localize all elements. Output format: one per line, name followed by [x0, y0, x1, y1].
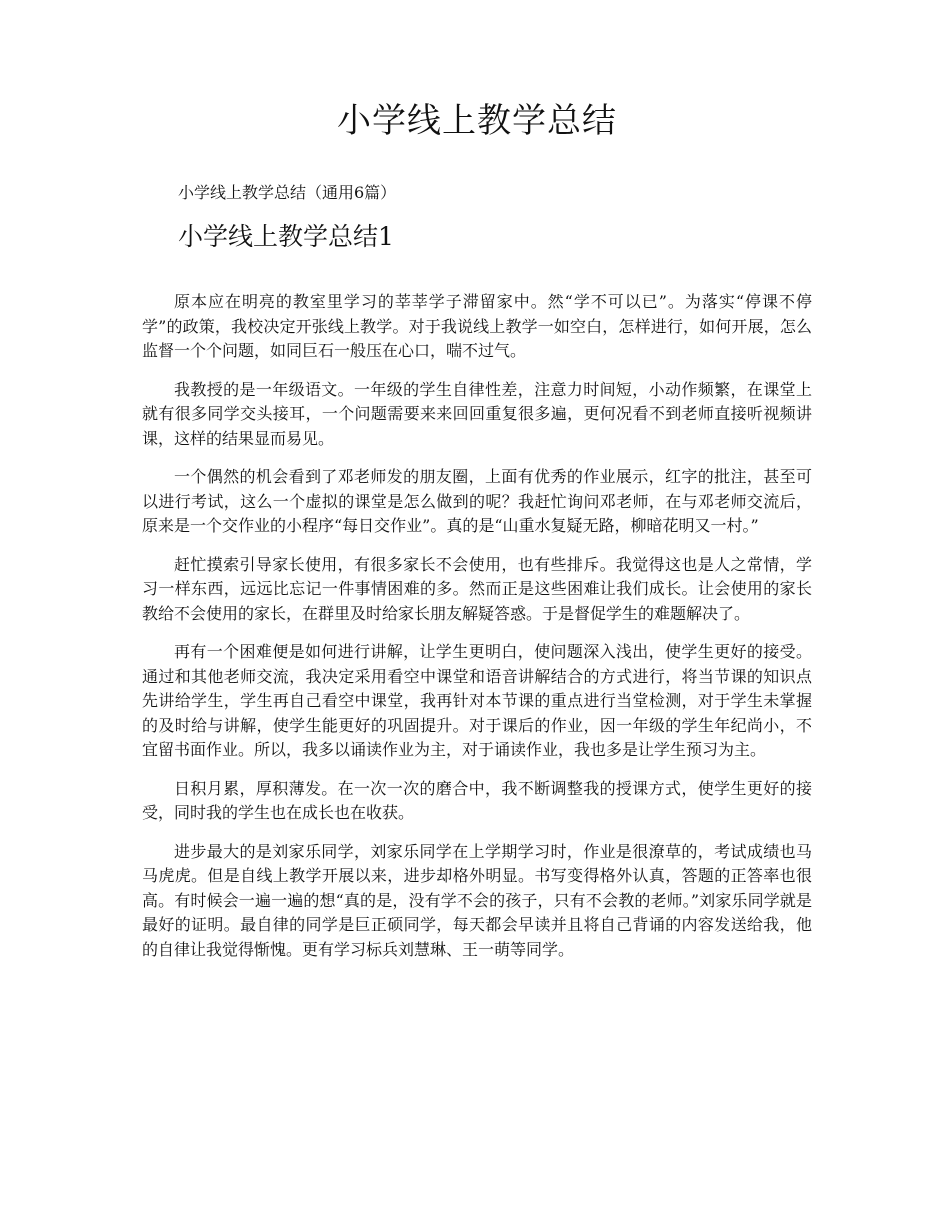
- paragraph: 原本应在明亮的教室里学习的莘莘学子滞留家中。然“学不可以已”。为落实“停课不停学”的政策，我校决定开张线上教学。对于我说线上教学一如空白，怎样进行，如何开展，怎么监督一个个问题，如同巨石一般压在心口，喘不过气。: [142, 292, 812, 360]
- paragraph: 日积月累，厚积薄发。在一次一次的磨合中，我不断调整我的授课方式，使学生更好的接受，同时我的学生也在成长也在收获。: [142, 778, 812, 822]
- paragraph: 再有一个困难便是如何进行讲解，让学生更明白，使问题深入浅出，使学生更好的接受。通过和其他老师交流，我决定采用看空中课堂和语音讲解结合的方式进行，将当节课的知识点先讲给学生，学生再自己看空中课堂，我再针对本节课的重点进行当堂检测，对于学生未掌握的及时给与讲解，使学生能更好的巩固提升。对于课后的作业，因一年级的学生年纪尚小，不宜留书面作业。所以，我多以诵读作业为主，对于诵读作业，我也多是让学生预习为主。: [142, 642, 812, 759]
- document-title: 小学线上教学总结: [337, 101, 617, 141]
- paragraph: 进步最大的是刘家乐同学，刘家乐同学在上学期学习时，作业是很潦草的，考试成绩也马马虎虎。但是自线上教学开展以来，进步却格外明显。书写变得格外认真，答题的正答率也很高。有时候会一遍一遍的想“真的是，没有学不会的孩子，只有不会教的老师。”刘家乐同学就是最好的证明。最自律的同学是巨正硕同学，每天都会早读并且将自己背诵的内容发送给我，他的自律让我觉得惭愧。更有学习标兵刘慧琳、王一萌等同学。: [142, 841, 812, 959]
- paragraph: 我教授的是一年级语文。一年级的学生自律性差，注意力时间短，小动作频繁，在课堂上就有很多同学交头接耳，一个问题需要来来回回重复很多遍，更何况看不到老师直接听视频讲课，这样的结果显而易见。: [142, 379, 812, 448]
- paragraph: 一个偶然的机会看到了邓老师发的朋友圈，上面有优秀的作业展示，红字的批注，甚至可以进行考试，这么一个虚拟的课堂是怎么做到的呢？我赶忙询问邓老师，在与邓老师交流后，原来是一个交作业的小程序“每日交作业”。真的是“山重水复疑无路，柳暗花明又一村。”: [142, 467, 812, 535]
- section-heading: 小学线上教学总结1: [178, 222, 394, 251]
- paragraph: 赶忙摸索引导家长使用，有很多家长不会使用，也有些排斥。我觉得这也是人之常情，学习一样东西，远远比忘记一件事情困难的多。然而正是这些困难让我们成长。让会使用的家长教给不会使用的家长，在群里及时给家长朋友解疑答惑。于是督促学生的难题解决了。: [142, 554, 812, 623]
- document-body: [142, 290, 812, 962]
- document-subtitle: 小学线上教学总结（通用6篇）: [178, 183, 397, 202]
